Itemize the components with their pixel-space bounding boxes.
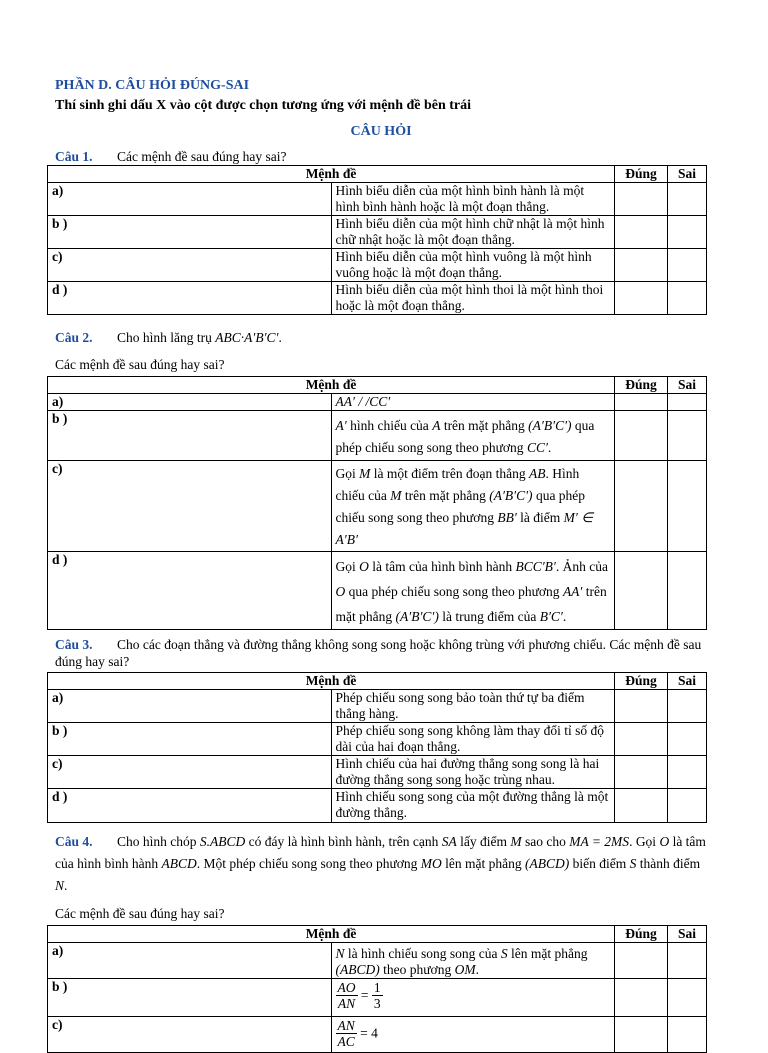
false-cell[interactable] [668, 1017, 707, 1053]
formula: N [335, 946, 345, 961]
formula: M [390, 488, 402, 503]
text: là tâm của hình bình hành [372, 559, 513, 574]
instruction: Thí sinh ghi dấu X vào cột được chọn tương ứng với mệnh đề bên trái [55, 98, 472, 113]
false-cell[interactable] [668, 943, 707, 979]
false-cell[interactable] [668, 249, 707, 282]
row-statement [331, 461, 615, 552]
true-cell[interactable] [615, 394, 668, 411]
formula: AB [528, 466, 546, 481]
text: qua phép chiếu song song theo phương [335, 418, 595, 455]
false-cell[interactable] [668, 789, 707, 823]
formula: SA [441, 834, 457, 849]
text: . Một phép chiếu song song theo phương [196, 856, 418, 871]
true-cell[interactable] [615, 1017, 668, 1053]
row-statement: Hình chiếu song song của một đường thẳng là một đường thẳng. [331, 789, 615, 823]
row-label: a) [48, 690, 332, 723]
formula: S.ABCD [199, 834, 246, 849]
text: lên mặt phẳng [445, 856, 522, 871]
row-label: b ) [48, 411, 332, 461]
formula: O [359, 559, 369, 574]
text: thành điểm [639, 856, 701, 871]
text: là một điểm trên đoạn thẳng [373, 466, 526, 481]
true-cell[interactable] [615, 756, 668, 789]
heading: CÂU HỎI [350, 124, 412, 139]
false-cell[interactable] [668, 979, 707, 1017]
text: Cho hình chóp [117, 834, 197, 849]
false-cell[interactable] [668, 756, 707, 789]
q4-label: Câu 4. [55, 834, 93, 849]
table-row [48, 756, 707, 789]
q4-header-false: Sai [668, 926, 707, 943]
q2-prism: ABC·A′B′C′ [215, 330, 279, 345]
formula: BB′ [497, 510, 517, 525]
formula: MA = 2MS [569, 834, 630, 849]
formula: AA′ / /CC′ [335, 394, 391, 409]
formula: A′ [335, 418, 347, 433]
formula: CC′ [526, 440, 548, 455]
q4-line: Câu 4. Cho hình chóp S.ABCD có đáy là hình bình hành, trên cạnh SA lấy điểm M sao cho MA = 2MS. Gọi O là tâm của hình bình hành ABCD. Một phép chiếu song song theo phương MO lên mặt phẳng (ABCD) biến điểm S thành điểm N. [55, 831, 707, 897]
false-cell[interactable] [668, 183, 707, 216]
q2-header-statement: Mệnh đề [48, 377, 615, 394]
q1-line [55, 148, 707, 165]
fraction-one-third [372, 980, 383, 1011]
formula: BCC′B′ [515, 559, 556, 574]
text: là tâm của hình bình hành [55, 834, 706, 871]
formula: M′ ∈ A′B′ [335, 510, 593, 547]
table-row [48, 394, 707, 411]
text: theo phương [383, 962, 452, 977]
true-cell[interactable] [615, 979, 668, 1017]
true-cell[interactable] [615, 183, 668, 216]
true-cell[interactable] [615, 216, 668, 249]
q4-header-statement: Mệnh đề [48, 926, 615, 943]
q2-line: Câu 2. Cho hình lăng trụ ABC·A′B′C′. [55, 330, 282, 345]
true-cell[interactable] [615, 789, 668, 823]
row-label: b ) [48, 723, 332, 756]
true-cell[interactable] [615, 461, 668, 552]
true-cell[interactable] [615, 411, 668, 461]
q4-header-true: Đúng [615, 926, 668, 943]
row-statement: Phép chiếu song song không làm thay đổi tỉ số độ dài của hai đoạn thẳng. [331, 723, 615, 756]
fraction-an-ac [336, 1018, 357, 1049]
section-title: PHẦN D. CÂU HỎI ĐÚNG-SAI [55, 78, 250, 93]
text: Gọi [335, 559, 356, 574]
text: qua phép chiếu song song theo phương [335, 488, 586, 525]
q2-text: Cho hình lăng trụ [117, 330, 212, 345]
q1-text: Các mệnh đề sau đúng hay sai? [117, 149, 287, 164]
formula: S [500, 946, 508, 961]
formula: MO [420, 856, 442, 871]
text: . Ảnh của [555, 559, 608, 574]
denominator: AC [337, 1034, 355, 1049]
row-label: a) [48, 183, 332, 216]
q3-text: Cho các đoạn thẳng và đường thẳng không song song hoặc không trùng với phương chiếu. Các mệnh đề sau đúng hay sai? [55, 637, 702, 669]
text: hình chiếu của [350, 418, 429, 433]
false-cell[interactable] [668, 282, 707, 315]
formula: (A′B′C′) [395, 609, 439, 624]
formula: (A′B′C′) [528, 418, 572, 433]
formula: ABCD [161, 856, 197, 871]
row-statement: Hình chiếu của hai đường thẳng song song là hai đường thẳng song song hoặc trùng nhau. [331, 756, 615, 789]
text: trên mặt phẳng [335, 584, 607, 624]
formula: O [335, 584, 346, 599]
row-label: b ) [48, 216, 332, 249]
false-cell[interactable] [668, 690, 707, 723]
false-cell[interactable] [668, 411, 707, 461]
true-cell[interactable] [615, 690, 668, 723]
q3-header-statement: Mệnh đề [48, 673, 615, 690]
row-statement [331, 394, 615, 411]
row-statement: Hình biểu diễn của một hình bình hành là một hình bình hành hoặc là một đoạn thẳng. [331, 183, 615, 216]
row-label: c) [48, 1017, 332, 1053]
numerator: AN [337, 1018, 355, 1033]
q3-label: Câu 3. [55, 637, 93, 652]
row-statement: Phép chiếu song song bảo toàn thứ tự ba điểm thẳng hàng. [331, 690, 615, 723]
row-statement: Gọi O là tâm của hình bình hành BCC′B′. Ảnh của O qua phép chiếu song song theo phương AA′ trên mặt phẳng (A′B′C′) là trung điểm của B′C′. [331, 552, 615, 630]
table-row [48, 183, 707, 216]
q2-header-true: Đúng [615, 377, 668, 394]
q3-table [47, 672, 707, 823]
row-label: c) [48, 249, 332, 282]
denominator: AN [337, 996, 356, 1011]
formula: (A′B′C′) [489, 488, 533, 503]
true-cell[interactable] [615, 723, 668, 756]
formula: N [55, 878, 65, 893]
formula: M [359, 466, 371, 481]
table-row [48, 789, 707, 823]
q3-line [55, 636, 707, 670]
formula: B′C′ [539, 609, 563, 624]
table-row [48, 552, 707, 630]
numerator: AO [337, 980, 356, 995]
q1-label: Câu 1. [55, 149, 93, 164]
document-page [52, 78, 707, 1053]
table-row [48, 411, 707, 461]
false-cell[interactable] [668, 461, 707, 552]
formula: AA′ [562, 584, 583, 599]
true-cell[interactable] [615, 282, 668, 315]
table-row [48, 1017, 707, 1053]
text: lấy điểm [460, 834, 507, 849]
table-row [48, 723, 707, 756]
true-cell[interactable] [615, 249, 668, 282]
row-statement: N là hình chiếu song song của S lên mặt phẳng (ABCD) theo phương OM. [331, 943, 615, 979]
text: là trung điểm của [442, 609, 537, 624]
text: qua phép chiếu song song theo phương [348, 584, 560, 599]
text: sao cho [524, 834, 566, 849]
text: trên mặt phẳng [443, 418, 525, 433]
q1-header-statement: Mệnh đề [48, 166, 615, 183]
row-label: c) [48, 756, 332, 789]
row-statement: Hình biểu diễn của một hình chữ nhật là một hình chữ nhật hoặc là một đoạn thẳng. [331, 216, 615, 249]
table-row [48, 282, 707, 315]
q2-table [47, 376, 707, 630]
numerator: 1 [373, 980, 381, 995]
text: . Gọi [629, 834, 657, 849]
formula: OM [454, 962, 476, 977]
table-row [48, 249, 707, 282]
row-label: c) [48, 461, 332, 552]
formula: (ABCD) [335, 962, 380, 977]
table-row [48, 943, 707, 979]
q4-ask: Các mệnh đề sau đúng hay sai? [55, 906, 225, 921]
table-row [48, 979, 707, 1017]
text: trên mặt phẳng [404, 488, 486, 503]
equals-sign: = [360, 987, 369, 1003]
false-cell[interactable] [668, 723, 707, 756]
formula: A [432, 418, 441, 433]
row-statement [331, 979, 615, 1017]
text: . Hình chiếu của [335, 466, 580, 503]
row-statement [331, 1017, 615, 1053]
q1-table [47, 165, 707, 315]
row-label: a) [48, 943, 332, 979]
formula: S [629, 856, 637, 871]
table-row [48, 216, 707, 249]
row-label: a) [48, 394, 332, 411]
q3-header-false: Sai [668, 673, 707, 690]
false-cell[interactable] [668, 216, 707, 249]
text: lên mặt phẳng [511, 946, 588, 961]
q1-header-false: Sai [668, 166, 707, 183]
text: là điểm [520, 510, 561, 525]
row-statement: Hình biểu diễn của một hình thoi là một hình thoi hoặc là một đoạn thẳng. [331, 282, 615, 315]
true-cell[interactable] [615, 552, 668, 630]
q2-header-false: Sai [668, 377, 707, 394]
q1-header-true: Đúng [615, 166, 668, 183]
true-cell[interactable] [615, 943, 668, 979]
text: là hình chiếu song song của [347, 946, 498, 961]
row-label: d ) [48, 282, 332, 315]
row-statement: Hình biểu diễn của một hình vuông là một hình vuông hoặc là một đoạn thẳng. [331, 249, 615, 282]
text: có đáy là hình bình hành, trên cạnh [248, 834, 439, 849]
table-row [48, 690, 707, 723]
row-label: d ) [48, 789, 332, 823]
row-label: b ) [48, 979, 332, 1017]
false-cell[interactable] [668, 552, 707, 630]
row-label: d ) [48, 552, 332, 630]
q4-table [47, 925, 707, 1053]
formula: O [659, 834, 670, 849]
table-row [48, 461, 707, 552]
q2-ask: Các mệnh đề sau đúng hay sai? [55, 357, 225, 372]
q3-header-true: Đúng [615, 673, 668, 690]
false-cell[interactable] [668, 394, 707, 411]
formula: (ABCD) [525, 856, 570, 871]
q2-label: Câu 2. [55, 330, 93, 345]
text: biến điểm [572, 856, 627, 871]
fraction-ao-an [336, 980, 358, 1011]
formula: M [510, 834, 522, 849]
text: Gọi [335, 466, 356, 481]
equals-four: = 4 [360, 1025, 378, 1041]
denominator: 3 [373, 996, 381, 1011]
row-statement: A′ hình chiếu của A trên mặt phẳng (A′B′C′) qua phép chiếu song song theo phương CC′. [331, 411, 615, 461]
